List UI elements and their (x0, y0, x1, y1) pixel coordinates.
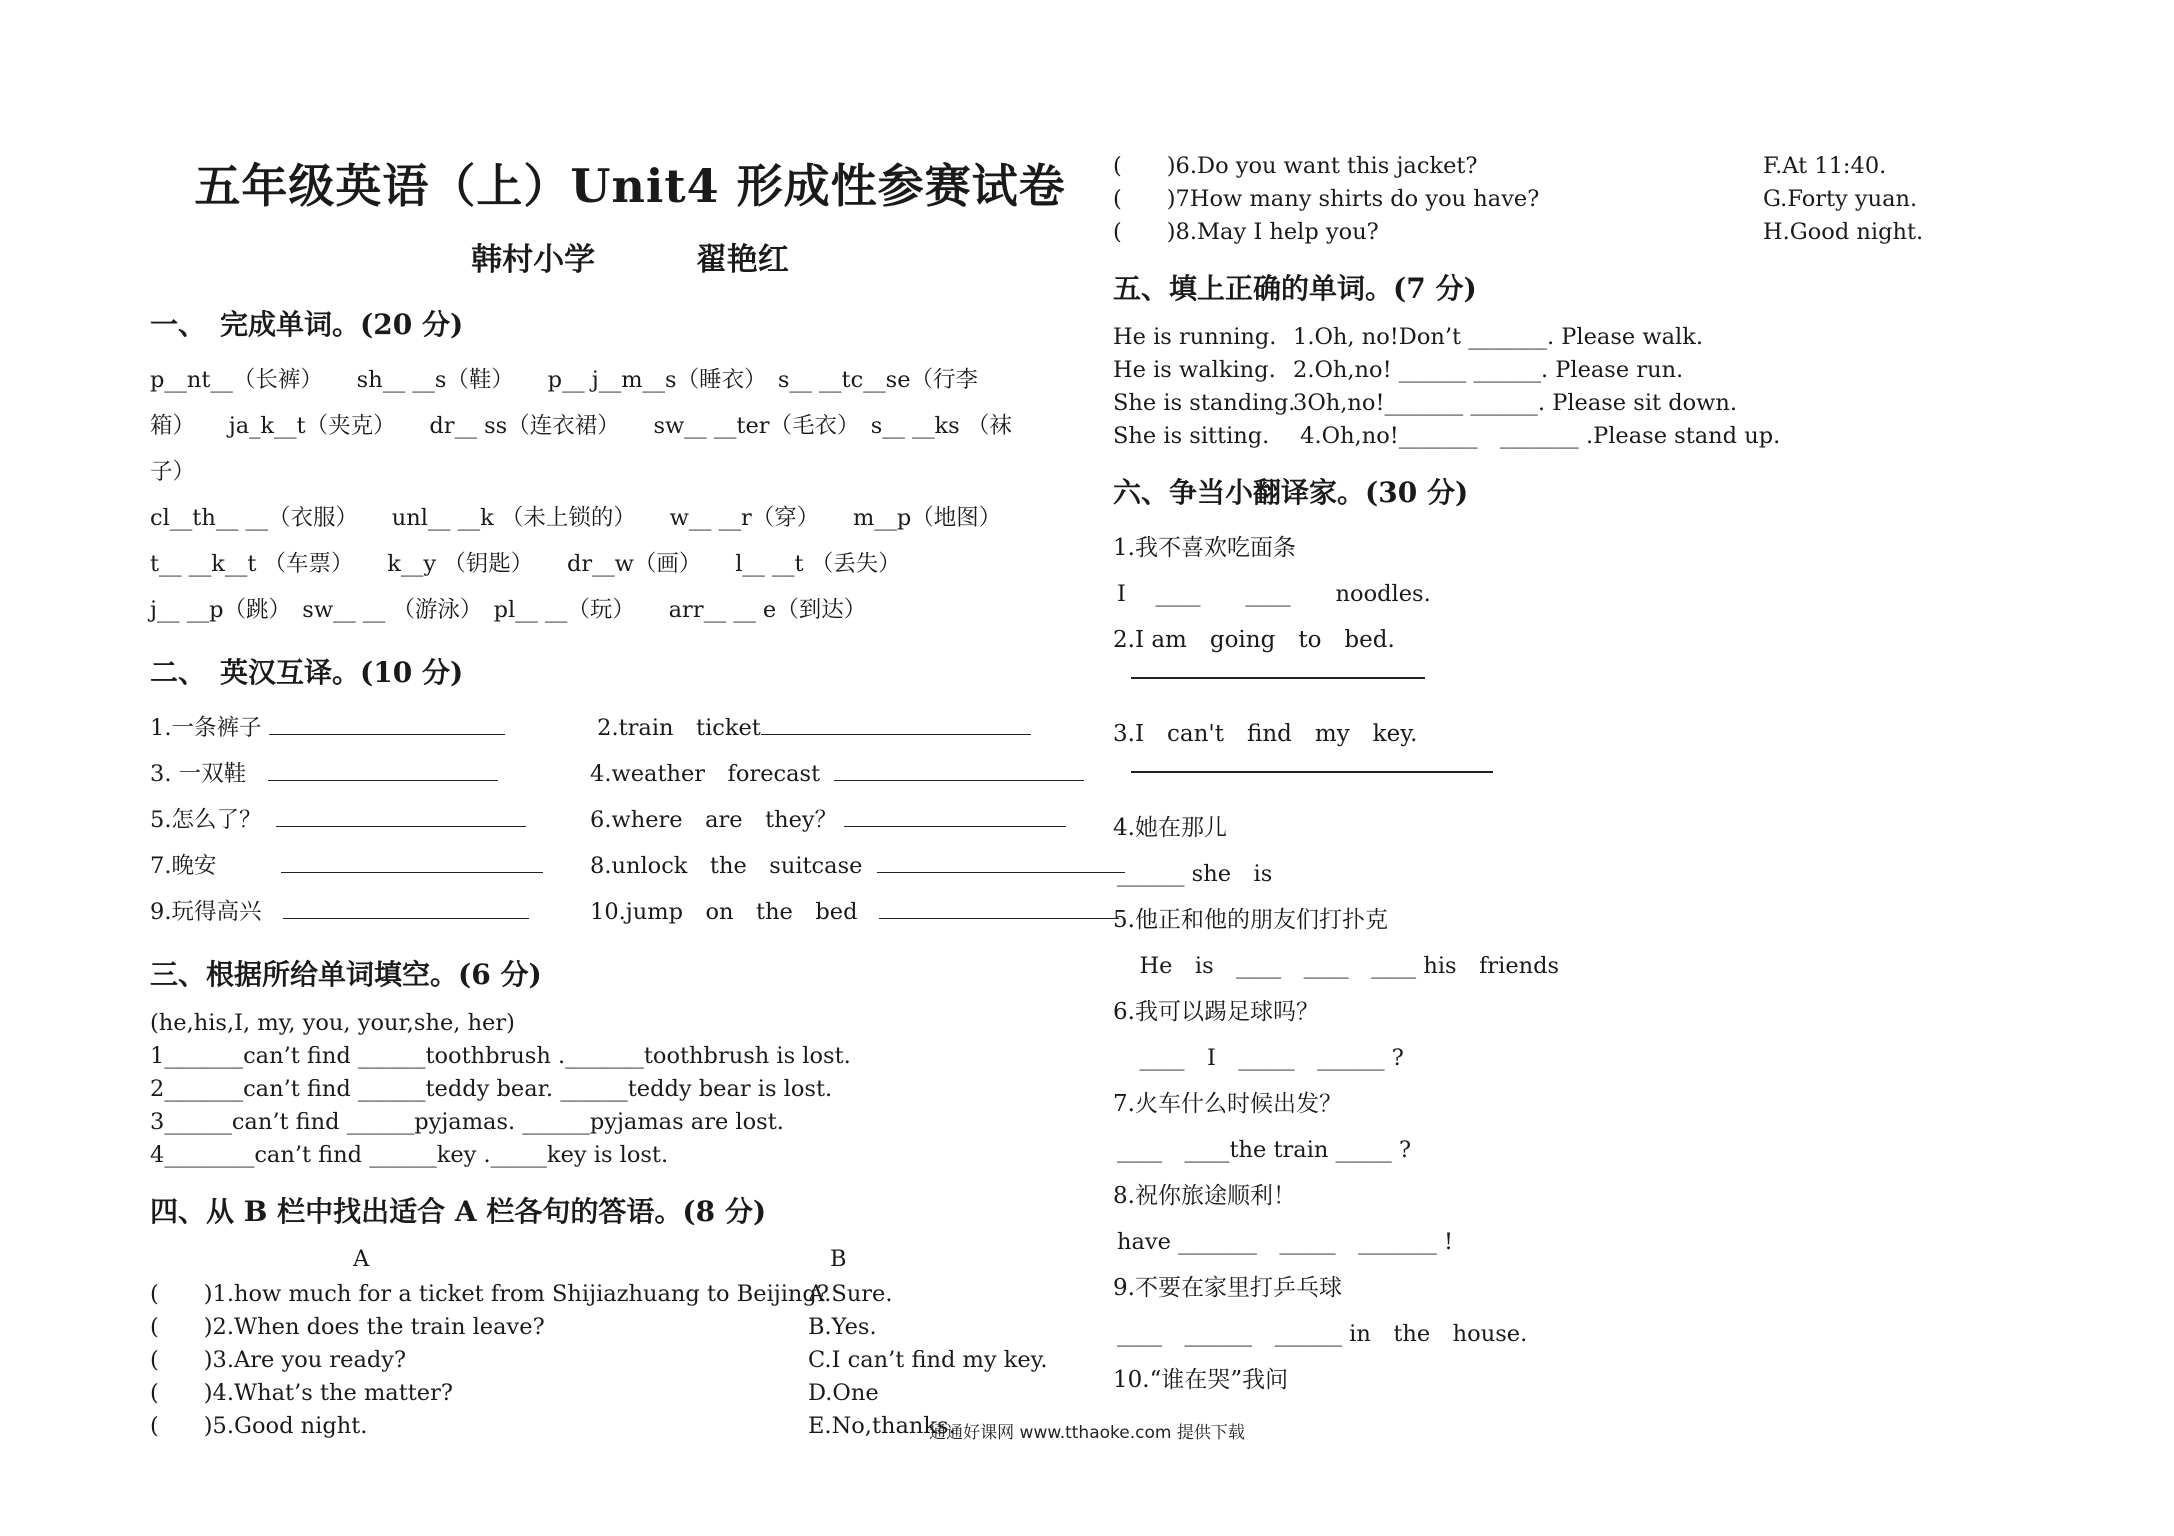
answer-line (1131, 675, 1425, 679)
word-line: p__nt__（长裤） sh__ __s（鞋） p__ j__m__s（睡衣） s__ __tc__se（行李 (150, 367, 979, 393)
fill-row: He is walking. 2.Oh,no! ______ ______. Please run. (1113, 357, 1684, 383)
translate-question: 10.“谁在哭”我问 (1113, 1367, 1289, 1393)
page-title: 五年级英语（上）Unit4 形成性参赛试卷 (194, 159, 1066, 213)
translate-answer: ______ she is (1117, 861, 1273, 887)
fill-row: She is sitting. 4.Oh,no!_______ _______ .Please stand up. (1113, 423, 1781, 449)
right-column (1113, 150, 2103, 1403)
section-4-heading: 四、从 B 栏中找出适合 A 栏各句的答语。(8 分) (150, 1195, 767, 1228)
footer-credit: 通通好课网 www.tthaoke.com 提供下载 (929, 1423, 1245, 1443)
translate-answer: He is ____ ____ ____ his friends (1117, 953, 1560, 979)
pronoun-word-list: (he,his,I, my, you, your,she, her) (150, 1010, 515, 1036)
translate-question: 3.I can't find my key. (1113, 721, 1418, 747)
section-5-heading: 五、填上正确的单词。(7 分) (1113, 272, 1477, 305)
fill-line: 2_______can’t find ______teddy bear. ______teddy bear is lost. (150, 1076, 833, 1102)
column-a-label: A (353, 1246, 370, 1272)
answer-line (1131, 769, 1493, 773)
teacher-name: 翟艳红 (695, 242, 789, 278)
match-row: ( )7How many shirts do you have? G.Forty yuan. (1113, 186, 1918, 212)
section-6-heading: 六、争当小翻译家。(30 分) (1113, 476, 1469, 509)
match-row: ( )4.What’s the matter? D.One (150, 1380, 879, 1406)
fill-line: 1_______can’t find ______toothbrush ._______toothbrush is lost. (150, 1043, 851, 1069)
school-name: 韩村小学 (471, 242, 596, 278)
word-line: j__ __p（跳） sw__ __ （游泳） pl__ __（玩） arr__ __ e（到达） (150, 597, 867, 623)
translate-answer: ____ I _____ ______ ? (1117, 1045, 1404, 1071)
translate-item: 9.玩得高兴 (150, 889, 590, 935)
word-line: 子） (150, 459, 196, 485)
match-row: ( )6.Do you want this jacket? F.At 11:40. (1113, 153, 1887, 179)
column-b-label: B (830, 1246, 847, 1272)
translate-answer: ____ ______ ______ in the house. (1117, 1321, 1528, 1347)
translate-answer: ____ ____the train _____ ? (1117, 1137, 1412, 1163)
match-row: ( )1.how much for a ticket from Shijiazhuang to Beijing? A.Sure. (150, 1281, 893, 1307)
translate-question: 2.I am going to bed. (1113, 627, 1395, 653)
word-line: 箱） ja_k__t（夹克） dr__ ss（连衣裙） sw__ __ter（毛衣） s__ __ks （袜 (150, 413, 1012, 439)
translate-item: 7.晚安 (150, 843, 590, 889)
translate-item: 2.train ticket (590, 705, 1110, 751)
translate-item: 4.weather forecast (590, 751, 1110, 797)
translate-question: 7.火车什么时候出发？ (1113, 1091, 1342, 1117)
translate-question: 4.她在那儿 (1113, 815, 1227, 841)
translate-item: 5.怎么了？ (150, 797, 590, 843)
fill-row: She is standing.3Oh,no!_______ ______. Please sit down. (1113, 390, 1738, 416)
section-2-heading: 二、 英汉互译。(10 分) (150, 656, 464, 689)
fill-line: 4________can’t find ______key ._____key is lost. (150, 1142, 669, 1168)
translate-question: 8.祝你旅途顺利！ (1113, 1183, 1296, 1209)
match-row: ( )5.Good night. E.No,thanks. (150, 1413, 956, 1439)
translate-question: 5.他正和他的朋友们打扑克 (1113, 907, 1388, 933)
translate-item: 10.jump on the bed (590, 889, 1110, 935)
fill-line: 3______can’t find ______pyjamas. ______pyjamas are lost. (150, 1109, 784, 1135)
author-line (150, 234, 1110, 279)
match-row: ( )3.Are you ready? C.I can’t find my key. (150, 1347, 1048, 1373)
translate-item: 8.unlock the suitcase (590, 843, 1110, 889)
section-2-grid (150, 705, 1110, 935)
section-1-body (150, 357, 1110, 633)
translate-answer: have _______ _____ _______ ! (1117, 1229, 1454, 1255)
section-1-heading: 一、 完成单词。(20 分) (150, 308, 464, 341)
translate-question: 1.我不喜欢吃面条 (1113, 535, 1296, 561)
translate-item: 1.一条裤子 (150, 705, 590, 751)
match-row: ( )8.May I help you? H.Good night. (1113, 219, 1924, 245)
translate-question: 9.不要在家里打乒乓球 (1113, 1275, 1342, 1301)
word-line: cl__th__ __（衣服） unl__ __k （未上锁的） w__ __r（穿） m__p（地图） (150, 505, 1002, 531)
translate-answer: I ____ ____ noodles. (1117, 581, 1431, 607)
translate-item: 6.where are they？ (590, 797, 1110, 843)
left-column (150, 150, 1110, 1443)
word-line: t__ __k__t （车票） k__y （钥匙） dr__w（画） l__ __t （丢失） (150, 551, 901, 577)
match-row: ( )2.When does the train leave? B.Yes. (150, 1314, 877, 1340)
section-3-heading: 三、根据所给单词填空。(6 分) (150, 958, 542, 991)
fill-row: He is running. 1.Oh, no!Don’t _______. Please walk. (1113, 324, 1703, 350)
match-column-headers (150, 1244, 1110, 1278)
translate-item: 3. 一双鞋 (150, 751, 590, 797)
translate-question: 6.我可以踢足球吗？ (1113, 999, 1319, 1025)
